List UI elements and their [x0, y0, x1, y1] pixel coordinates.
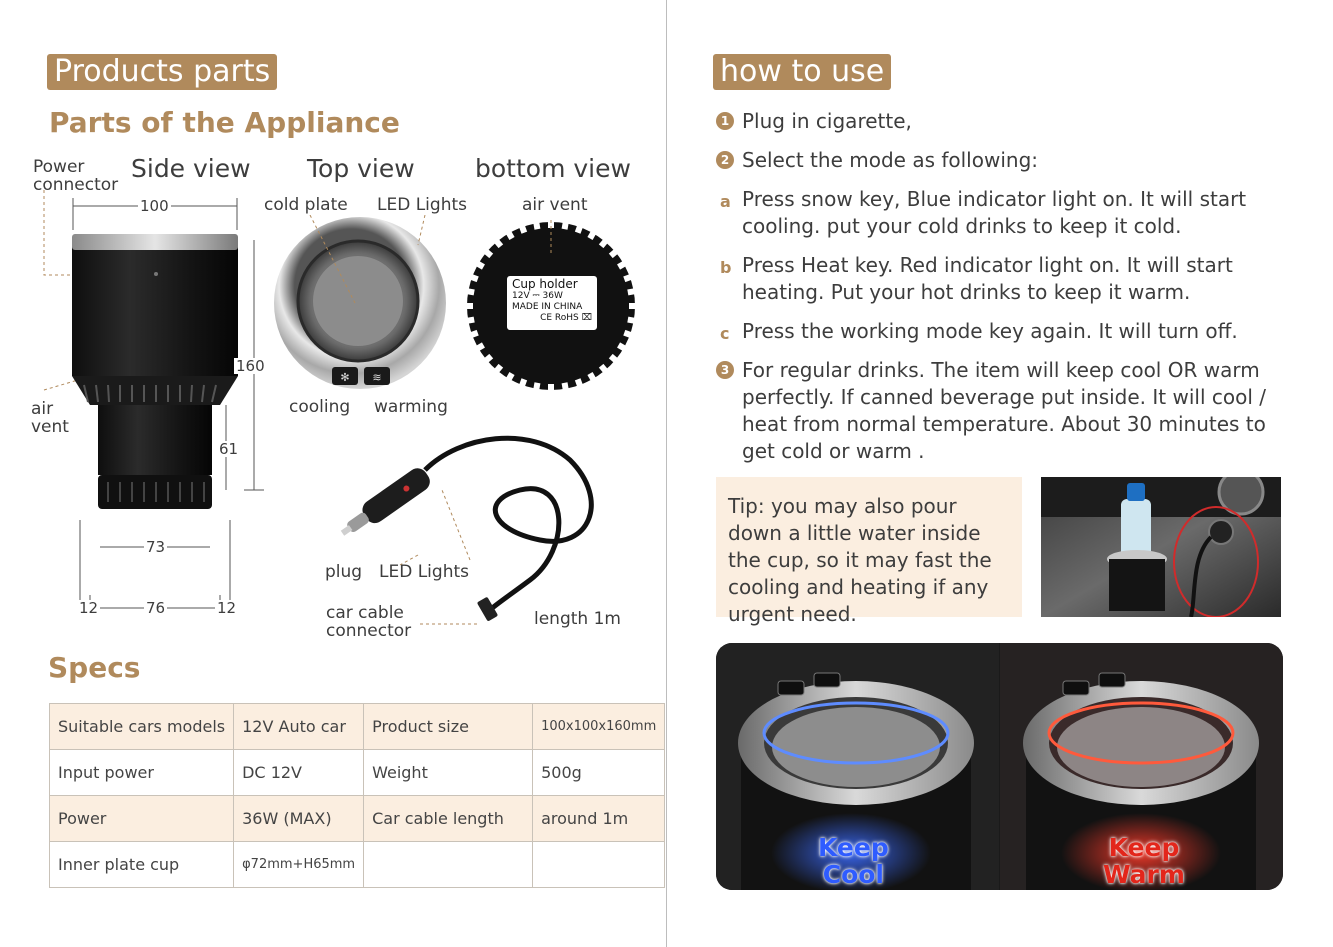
- table-cell: 36W (MAX): [234, 796, 364, 842]
- step-text: Plug in cigarette,: [742, 109, 912, 133]
- table-cell: Input power: [50, 750, 234, 796]
- sticker-line1: 12V ⎓ 36W: [512, 291, 563, 301]
- side-view-title: Side view: [131, 154, 251, 183]
- step-text: Press Heat key. Red indicator light on. It will start heating. Put your hot drinks to keep it warm.: [742, 253, 1233, 304]
- cool-warm-illustration: [716, 643, 1283, 890]
- table-cell: DC 12V: [234, 750, 364, 796]
- step-marker: a: [720, 192, 731, 211]
- step-marker: b: [720, 258, 732, 277]
- step-marker: 2: [716, 151, 734, 169]
- table-row: [50, 842, 665, 888]
- cold-plate-label: cold plate: [264, 195, 348, 215]
- keep-cool-label: Keep Cool: [818, 833, 889, 889]
- bottom-sticker: [507, 276, 597, 330]
- car-cable-connector-label: car cable connector: [326, 603, 412, 641]
- products-parts-tag: Products parts: [47, 54, 277, 90]
- dim-lower-height: 61: [219, 440, 239, 458]
- keep-warm-label: Keep Warm: [1103, 833, 1185, 889]
- table-cell: 500g: [533, 750, 665, 796]
- parts-subtitle: Parts of the Appliance: [49, 106, 400, 139]
- top-view-illustration: [270, 215, 455, 395]
- dim-height: 160: [236, 357, 265, 375]
- step-text: Select the mode as following:: [742, 148, 1038, 172]
- table-row: [50, 796, 665, 842]
- step-text: Press snow key, Blue indicator light on. It will start cooling. put your cold drinks to keep it cold.: [742, 187, 1247, 238]
- table-cell: Product size: [364, 704, 533, 750]
- svg-text:≋: ≋: [372, 371, 382, 384]
- table-cell: 100x100x160mm: [533, 704, 665, 750]
- sticker-title: Cup holder: [512, 277, 578, 291]
- step-text: For regular drinks. The item will keep cool OR warm perfectly. If canned beverage put inside. It will cool / heat from normal temperature. About 30 minutes to get cold or warm .: [742, 358, 1266, 463]
- length-label: length 1m: [534, 609, 621, 629]
- table-cell: [364, 842, 533, 888]
- table-cell: [533, 842, 665, 888]
- car-cable-illustration: [330, 430, 600, 630]
- table-cell: around 1m: [533, 796, 665, 842]
- specs-table: [49, 703, 665, 888]
- how-to-use-tag: how to use: [713, 54, 891, 90]
- warming-label: warming: [374, 397, 448, 417]
- table-cell: Inner plate cup: [50, 842, 234, 888]
- dim-left-margin: 12: [79, 599, 99, 617]
- sticker-line2: MADE IN CHINA: [512, 302, 583, 312]
- plug-label: plug: [325, 562, 363, 582]
- led-lights-cable-label: LED Lights: [379, 562, 469, 582]
- spread-divider: [666, 0, 667, 947]
- sticker-line3: CE RoHS ⌧: [540, 313, 592, 323]
- dim-width-mid: 73: [146, 538, 166, 556]
- table-cell: 12V Auto car: [234, 704, 364, 750]
- step-marker: 3: [716, 361, 734, 379]
- table-row: [50, 704, 665, 750]
- cooling-label: cooling: [289, 397, 351, 417]
- svg-text:✻: ✻: [340, 371, 350, 384]
- table-cell: Suitable cars models: [50, 704, 234, 750]
- table-cell: Power: [50, 796, 234, 842]
- table-cell: φ72mm+H65mm: [234, 842, 364, 888]
- dim-right-margin: 12: [217, 599, 237, 617]
- cool-warm-photo: [716, 643, 1283, 890]
- table-cell: Weight: [364, 750, 533, 796]
- dim-width-top: 100: [140, 197, 169, 215]
- step-marker: 1: [716, 112, 734, 130]
- bottom-view-title: bottom view: [475, 154, 631, 183]
- table-cell: Car cable length: [364, 796, 533, 842]
- step-marker: c: [720, 324, 730, 343]
- power-connector-label: Power connector: [33, 157, 119, 195]
- specs-title: Specs: [48, 651, 141, 684]
- tip-box: Tip: you may also pour down a little water inside the cup, so it may fast the cooling and heating if any urgent need.: [716, 477, 1022, 617]
- table-row: [50, 750, 665, 796]
- air-vent-side-label: air vent: [31, 399, 69, 437]
- step-text: Press the working mode key again. It will turn off.: [742, 319, 1238, 343]
- top-view-title: Top view: [307, 154, 415, 183]
- air-vent-bottom-label: air vent: [522, 195, 588, 215]
- dim-width-bottom: 76: [146, 599, 166, 617]
- car-cupholder-photo: [1041, 477, 1281, 617]
- led-lights-top-label: LED Lights: [377, 195, 467, 215]
